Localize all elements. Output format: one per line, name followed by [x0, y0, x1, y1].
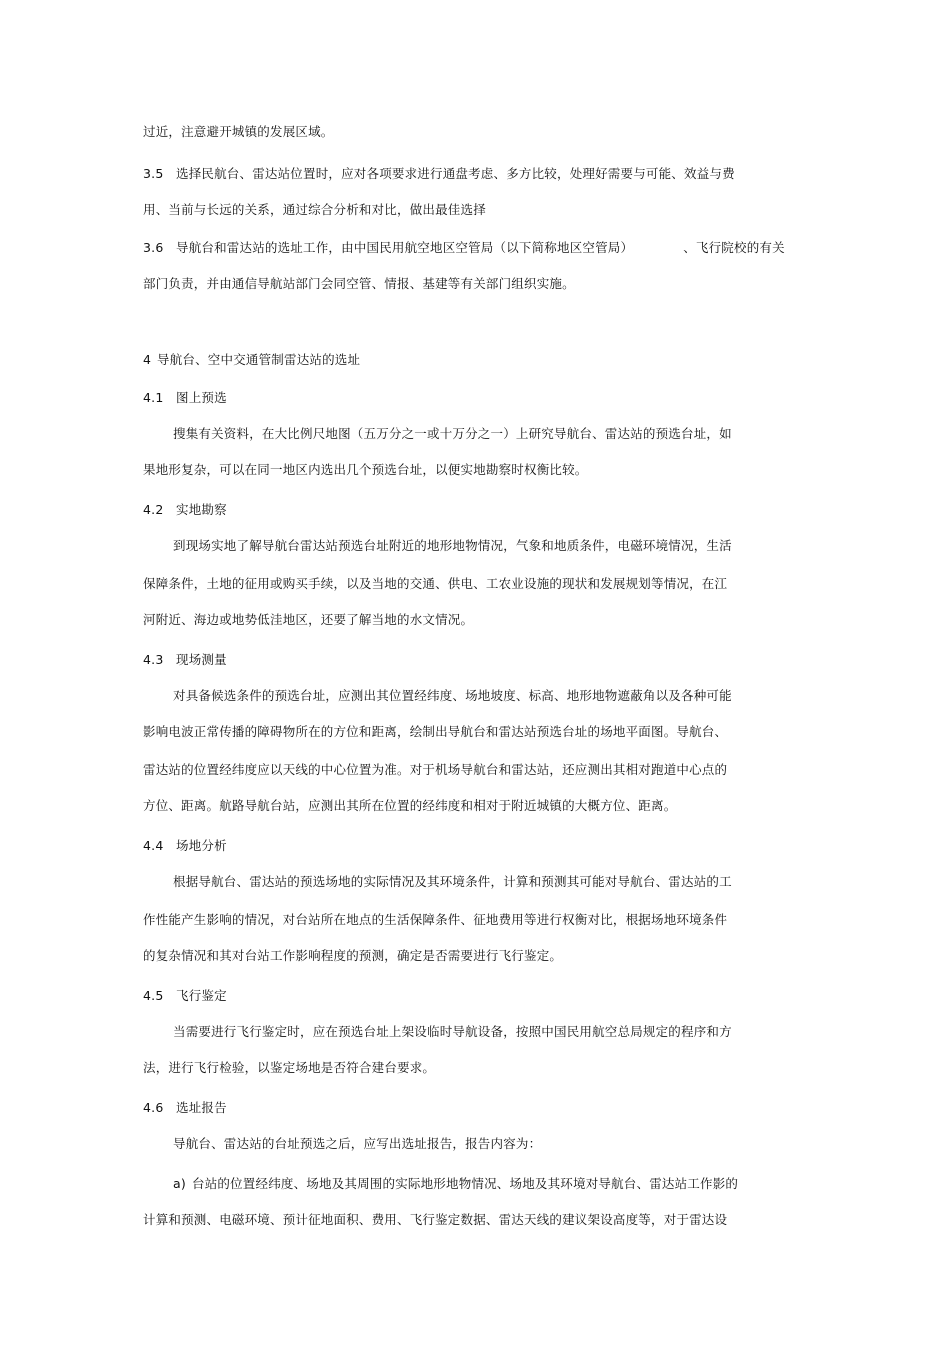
section-4-4-heading — [143, 838, 227, 854]
paragraph-text: 搜集有关资料，在大比例尺地图（五万分之一或十万分之一）上研究导航台、雷达站的预选台址，如 — [173, 426, 732, 441]
paragraph-text: 当需要进行飞行鉴定时，应在预选台址上架设临时导航设备，按照中国民用航空总局规定的程序和方 — [173, 1024, 732, 1039]
paragraph-text: 计算和预测、电磁环境、预计征地面积、费用、飞行鉴定数据、雷达天线的建议架设高度等，对于雷达设 — [143, 1212, 728, 1227]
section-3-5-line-2 — [143, 202, 486, 218]
section-4-1-p1 — [173, 426, 732, 442]
section-title: 图上预选 — [176, 390, 227, 405]
section-4-3-heading — [143, 652, 227, 668]
section-3-5-line-1 — [143, 166, 735, 182]
section-title: 场地分析 — [176, 838, 227, 853]
chapter-number: 4 — [143, 352, 152, 367]
section-4-3-p3 — [143, 762, 727, 778]
section-4-5-heading — [143, 988, 227, 1004]
section-number: 4.3 — [143, 652, 164, 667]
section-4-3-p2 — [143, 724, 727, 740]
list-marker: a) — [173, 1176, 186, 1191]
paragraph-text: 过近，注意避开城镇的发展区域。 — [143, 124, 334, 139]
paragraph-text: 影响电波正常传播的障碍物所在的方位和距离，绘制出导航台和雷达站预选台址的场地平面图。导航台、 — [143, 724, 728, 739]
section-title: 实地勘察 — [176, 502, 227, 517]
section-title: 选址报告 — [176, 1100, 227, 1115]
section-number: 4.1 — [143, 390, 164, 405]
paragraph-text: 方位、距离。航路导航台站，应测出其所在位置的经纬度和相对于附近城镇的大概方位、距离。 — [143, 798, 677, 813]
section-4-2-p1 — [173, 538, 732, 554]
chapter-title: 导航台、空中交通管制雷达站的选址 — [157, 352, 361, 367]
paragraph-text: 部门负责，并由通信导航站部门会同空管、情报、基建等有关部门组织实施。 — [143, 276, 575, 291]
paragraph-text: 导航台和雷达站的选址工作，由中国民用航空地区空管局（以下简称地区空管局） — [176, 240, 634, 255]
paragraph-text: 对具备候选条件的预选台址，应测出其位置经纬度、场地坡度、标高、地形地物遮蔽角以及各种可能 — [173, 688, 732, 703]
section-3-6-line-1 — [143, 240, 785, 256]
section-4-5-p1 — [173, 1024, 732, 1040]
section-4-5-p2 — [143, 1060, 435, 1076]
section-4-4-p1 — [173, 874, 732, 890]
section-4-2-p3 — [143, 612, 473, 628]
continuation-line — [143, 124, 334, 140]
section-number: 3.6 — [143, 240, 164, 255]
paragraph-text: 法，进行飞行检验，以鉴定场地是否符合建台要求。 — [143, 1060, 436, 1075]
section-number: 4.2 — [143, 502, 164, 517]
paragraph-text: 用、当前与长远的关系，通过综合分析和对比，做出最佳选择 — [143, 202, 486, 217]
section-title: 现场测量 — [176, 652, 227, 667]
section-3-6-line-2 — [143, 276, 575, 292]
section-4-4-p2 — [143, 912, 727, 928]
section-4-6-item-a-line-2 — [143, 1212, 727, 1228]
section-4-1-p2 — [143, 462, 588, 478]
paragraph-text: 选择民航台、雷达站位置时，应对各项要求进行通盘考虑、多方比较，处理好需要与可能、效益与费 — [176, 166, 735, 181]
paragraph-text: 作性能产生影响的情况，对台站所在地点的生活保障条件、征地费用等进行权衡对比，根据场地环境条件 — [143, 912, 728, 927]
section-4-3-p1 — [173, 688, 732, 704]
paragraph-text: 台站的位置经纬度、场地及其周围的实际地形地物情况、场地及其环境对导航台、雷达站工作影的 — [192, 1176, 739, 1191]
section-number: 4.5 — [143, 988, 164, 1003]
section-4-2-heading — [143, 502, 227, 518]
paragraph-text: 根据导航台、雷达站的预选场地的实际情况及其环境条件，计算和预测其可能对导航台、雷达站的工 — [173, 874, 732, 889]
section-number: 3.5 — [143, 166, 164, 181]
section-4-2-p2 — [143, 576, 727, 592]
chapter-4-heading — [143, 352, 360, 368]
section-4-6-heading — [143, 1100, 227, 1116]
paragraph-text: 河附近、海边或地势低洼地区，还要了解当地的水文情况。 — [143, 612, 474, 627]
section-title: 飞行鉴定 — [176, 988, 227, 1003]
paragraph-text: 导航台、雷达站的台址预选之后，应写出选址报告，报告内容为： — [173, 1136, 542, 1151]
section-4-1-heading — [143, 390, 227, 406]
section-number: 4.4 — [143, 838, 164, 853]
section-4-3-p4 — [143, 798, 676, 814]
section-number: 4.6 — [143, 1100, 164, 1115]
paragraph-text: 果地形复杂，可以在同一地区内选出几个预选台址，以便实地勘察时权衡比较。 — [143, 462, 588, 477]
paragraph-text: 的复杂情况和其对台站工作影响程度的预测，确定是否需要进行飞行鉴定。 — [143, 948, 563, 963]
paragraph-text: 到现场实地了解导航台雷达站预选台址附近的地形地物情况，气象和地质条件，电磁环境情况，生活 — [173, 538, 732, 553]
paragraph-text: 、飞行院校的有关 — [683, 240, 785, 255]
section-4-6-p1 — [173, 1136, 541, 1152]
paragraph-text: 雷达站的位置经纬度应以天线的中心位置为准。对于机场导航台和雷达站，还应测出其相对跑道中心点的 — [143, 762, 728, 777]
section-4-6-item-a-line-1 — [173, 1176, 738, 1192]
paragraph-text: 保障条件，土地的征用或购买手续，以及当地的交通、供电、工农业设施的现状和发展规划等情况，在江 — [143, 576, 728, 591]
section-4-4-p3 — [143, 948, 562, 964]
